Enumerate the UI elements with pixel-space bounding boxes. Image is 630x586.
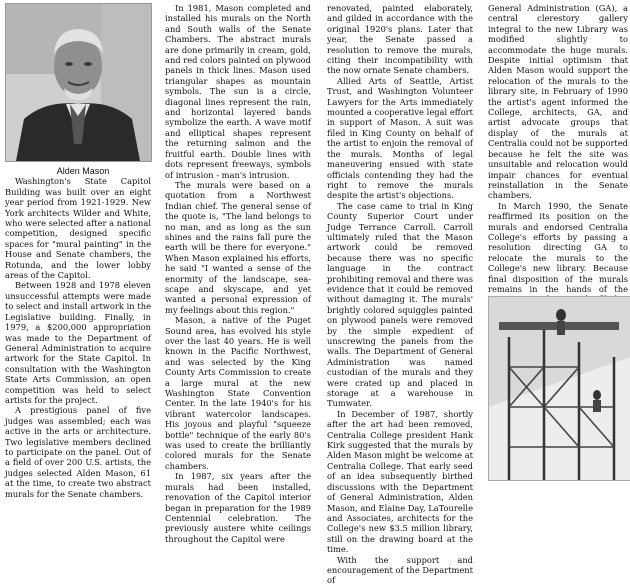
paragraph: A prestigious panel of five judges was assembled; each was active in the arts or architecture. Two legislative members declined to participate on the panel. Out of a field of over 200 U.S. artists, the judges selected Alden Mason, 61 at the time, to create two abstract murals for the Senate chambers.: [5, 405, 151, 499]
paragraph: Between 1928 and 1978 eleven unsuccessful attempts were made to select and install artwork in the Legislative building. Finally, in 1979, a $200,000 appropriation was made to the Department of General Administration to acquire artwork for the State Capitol. In consultation with the Washington State Arts Commission, an open competition was held to select artists for the project.: [5, 280, 151, 405]
alden-mason-portrait-photo: [5, 3, 152, 162]
paragraph: renovated, painted elaborately, and gilded in accordance with the original 1920's plans. Later that year, the Senate passed a resolution to remove the murals, citing their incompatibility with the now ornate Senate chambers.: [327, 3, 473, 76]
paragraph: In 1981, Mason completed and installed his murals on the North and South walls of the Senate Chambers. The abstract murals are done primarily in cream, gold, and red colors painted on plywood panels in thick lines. Mason used triangular shapes as mountain symbols. The sun is a circle, diagonal lines represent the rain, and horizontal layered bands symbolize the earth. A wave motif and elliptical shapes represent the returning salmon and the fruitful earth. Double lines with dots represent freeways, symbols of intrusion - man's intrusion.: [165, 3, 311, 180]
paragraph: Mason, a native of the Puget Sound area, has evolved his style over the last 40 years. He is well known in the Pacific Northwest, and was selected by the King County Arts Commission to create a large mural at the new Washington State Convention Center. In the late 1940's for his vibrant watercolor landscapes. His joyous and playful "squeeze bottle" technique of the early 80's was used to create the brilliantly colored murals for the Senate chambers.: [165, 315, 311, 471]
paragraph: General Administration (GA), a central clerestory gallery integral to the new Library was modified slightly to accommodate the huge murals. Despite initial optimism that Alden Mason would support the relocation of the murals to the library site, in February of 1990 the artist's agent informed the College, architects, GA, and artist advocate groups that display of the murals at Centralia could not be supported because he felt the site was unsuitable and relocation would impair chances for eventual reinstallation in the Senate chambers.: [488, 3, 628, 201]
scaffold-photo: [488, 296, 630, 481]
photo-caption: Alden Mason: [56, 166, 110, 176]
paragraph: The murals were based on a quotation from a Northwest Indian chief. The general sense of the quote is, "The land belongs to no man, and as long as the sun shines and the rains fall pure the earth will be there for everyone." When Mason explained his efforts, he said "I wanted a sense of the enormity of the landscape, sea-scape and skyscape, and yet wanted a personal expression of my feelings about this region.": [165, 179, 311, 315]
paragraph: Allied Arts of Seattle, Artist Trust, and Washington Volunteer Lawyers for the Arts immediately mounted a cooperative legal effort in support of Mason. A suit was filed in King County on behalf of the artist to enjoin the removal of the murals. Months of legal maneuvering ensued with state officials contending they had the right to remove the murals despite the artist's objections.: [327, 75, 473, 201]
paragraph: In March 1990, the Senate reaffirmed its position on the murals and endorsed Centralia College's efforts by passing a resolution directing GA to relocate the murals to the College's new library. Because final disposition of the murals remains in the hands of the: [488, 200, 628, 294]
column-3: [327, 3, 473, 586]
paragraph: The case came to trial in King County Superior Court under Judge Terrance Carroll. Carroll ultimately ruled that the Mason artwork could be removed because there was no specific language in the contract prohibiting removal and there was evidence that it could be removed without damaging it. The murals' brightly colored squiggles painted on plywood panels were removed by the simple expedient of unscrewing the panels from the walls. The Department of General Administration was named custodian of the murals and they were crated up and placed in storage at a warehouse in Tumwater.: [327, 200, 473, 409]
column-2: [165, 3, 311, 544]
paragraph: In December of 1987, shortly after the art had been removed, Centralia College president Hank Kirk suggested that the murals by Alden Mason might be welcome at Centralia College. That early seed of an idea subsequently birthed discussions with the Department of General Administration, Alden Mason, and Elaine Day, LaTourelle and Associates, architects for the College's new $3.5 million library, still on the drawing board at the time.: [327, 408, 473, 555]
paragraph: Washington's State Capitol Building was built over an eight year period from 1921-1929. New York architects Wilder and White, who were selected after a national competition, designed specific spaces for "mural painting" in the House and Senate chambers, the Rotunda, and the lower lobby areas of the Capitol.: [5, 176, 151, 281]
paragraph: In 1987, six years after the murals had been installed, renovation of the Capitol interior began in preparation for the 1989 Centennial celebration. The previously austere white ceilings throughout the Capitol were: [165, 471, 311, 544]
paragraph: With the support and encouragement of the Department of: [327, 554, 473, 586]
column-1: [5, 3, 151, 499]
